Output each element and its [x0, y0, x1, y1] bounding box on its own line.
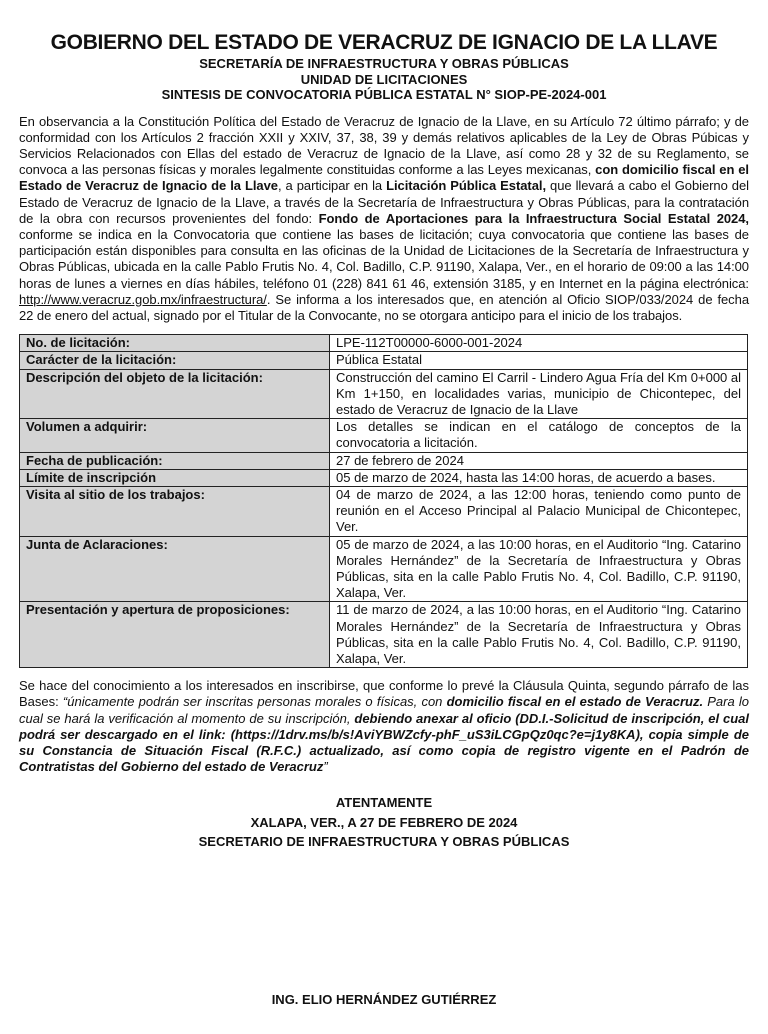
tender-details-table: [19, 334, 748, 668]
intro-text-5: . Se informa a los interesados que, en atención al Oficio SIOP/033/2024 de fecha 22 de enero del actual, signado por el Titular de la Convocante, no se otorgara anticipo para el inicio de los trabajos.: [19, 291, 749, 323]
closing-place-date: XALAPA, VER., A 27 DE FEBRERO DE 2024: [250, 814, 518, 830]
row-value: 27 de febrero de 2024: [330, 452, 748, 469]
unit-title: UNIDAD DE LICITACIONES: [300, 71, 468, 87]
signatory-name: ING. ELIO HERNÁNDEZ GUTIÉRREZ: [271, 992, 497, 1007]
row-value: 11 de marzo de 2024, a las 10:00 horas, en el Auditorio “Ing. Catarino Morales Hernández” de la Secretaría de Infraestructura y Obras Públicas, sita en la calle Pablo Frutis No. 4, Col. Badillo, C.P. 91190, Xalapa, Ver.: [330, 602, 748, 668]
row-value: Construcción del camino El Carril - Lindero Agua Fría del Km 0+000 al Km 1+150, en localidades varias, municipio de Chicontepec, del estado de Veracruz de Ignacio de la Llave: [330, 369, 748, 419]
row-label: Junta de Aclaraciones:: [20, 536, 330, 602]
row-value: 05 de marzo de 2024, hasta las 14:00 horas, de acuerdo a bases.: [330, 469, 748, 486]
closing-block: [19, 793, 749, 852]
intro-bold-tender: Licitación Pública Estatal,: [386, 178, 547, 194]
notice-italic-3: ”: [323, 759, 328, 775]
closing-regards: ATENTAMENTE: [335, 795, 433, 811]
intro-text-1: En observancia a la Constitución Política del Estado de Veracruz de Ignacio de la Llave, en su Artículo 72 último párrafo; y de conformidad con los Artículos 2 fracción XXII y XXIV, 37, 38, 39 y demás relativos aplicables de la Ley de Obras Púbicas y Servicios Relacionados con Ellas del estado de Veracruz de Ignacio de la Llave, así como 28 y 32 de su Reglamento, se convoca a las personas físicas y morales legalmente constituidas conforme a las Leyes mexicanas,: [19, 113, 749, 178]
government-title: GOBIERNO DEL ESTADO DE VERACRUZ DE IGNACIO DE LA LLAVE: [50, 31, 718, 54]
table-row: [20, 536, 748, 602]
table-row: [20, 486, 748, 536]
intro-text-2: , a participar en la: [277, 178, 387, 194]
row-label: Volumen a adquirir:: [20, 419, 330, 452]
notice-text-1: Se hace del conocimiento a los interesados en inscribirse, que conforme lo prevé la Cláusula Quinta, segundo párrafo de las Bases:: [19, 678, 749, 710]
summary-title: SINTESIS DE CONVOCATORIA PÚBLICA ESTATAL N° SIOP-PE-2024-001: [161, 87, 607, 102]
table-row: [20, 335, 748, 352]
closing-position: SECRETARIO DE INFRAESTRUCTURA Y OBRAS PÚBLICAS: [198, 834, 570, 850]
row-label: Presentación y apertura de proposiciones:: [20, 602, 330, 668]
row-value: 05 de marzo de 2024, a las 10:00 horas, en el Auditorio “Ing. Catarino Morales Hernández” de la Secretaría de Infraestructura y Obras Públicas, sita en la calle Pablo Frutis No. 4, Col. Badillo, C.P. 91190, Xalapa, Ver.: [330, 536, 748, 602]
row-label: Fecha de publicación:: [20, 452, 330, 469]
row-label: Visita al sitio de los trabajos:: [20, 486, 330, 536]
row-label: Límite de inscripción: [20, 469, 330, 486]
table-row: [20, 452, 748, 469]
intro-bold-fund: Fondo de Aportaciones para la Infraestructura Social Estatal 2024,: [318, 210, 749, 226]
intro-text-3: que llevará a cabo el Gobierno del Estado de Veracruz de Ignacio de la Llave, a través de la Secretaría de Infraestructura y Obras Públicas, para la contratación de la obra con recursos provenientes del fondo:: [19, 178, 749, 226]
secretariat-title: SECRETARÍA DE INFRAESTRUCTURA Y OBRAS PÚBLICAS: [199, 56, 569, 71]
notice-bold-domicile: domicilio fiscal en el estado de Veracruz.: [446, 694, 704, 710]
row-value: LPE-112T00000-6000-001-2024: [330, 335, 748, 352]
row-label: Carácter de la licitación:: [20, 352, 330, 369]
row-label: Descripción del objeto de la licitación:: [20, 369, 330, 419]
intro-text-4: conforme se indica en la Convocatoria que contiene las bases de licitación; cuya convocatoria que contiene las bases de participación están disponibles para consulta en las oficinas de la Unidad de Licitaciones de la Secretaría de Infraestructura y Obras Públicas, ubicada en la calle Pablo Frutis No. 4, Col. Badillo, C.P. 91190, Xalapa, Ver., en el horario de 09:00 a las 14:00 horas de lunes a viernes en días hábiles, teléfono 01 (228) 841 61 46, extensión 3185, y en Internet en la página electrónica:: [19, 226, 749, 291]
table-row: [20, 419, 748, 452]
infrastructure-link[interactable]: http://www.veracruz.gob.mx/infraestructura/: [19, 291, 267, 307]
table-row: [20, 352, 748, 369]
table-row: [20, 369, 748, 419]
row-value: Los detalles se indican en el catálogo de conceptos de la convocatoria a licitación.: [330, 419, 748, 452]
row-label: No. de licitación:: [20, 335, 330, 352]
table-row: [20, 602, 748, 668]
intro-paragraph: [19, 114, 749, 325]
notice-italic-2: Para lo cual se hará la verificación al momento de su inscripción,: [19, 694, 750, 726]
intro-bold-domicile: con domicilio fiscal en el Estado de Veracruz de Ignacio de la Llave: [19, 162, 749, 194]
row-value: 04 de marzo de 2024, a las 12:00 horas, teniendo como punto de reunión en el Acceso Principal al Palacio Municipal de Chicontepec, Ver.: [330, 486, 748, 536]
row-value: Pública Estatal: [330, 352, 748, 369]
registration-notice: [19, 678, 749, 775]
notice-italic-1: “únicamente podrán ser inscritas personas morales o físicas, con: [62, 694, 447, 710]
table-row: [20, 469, 748, 486]
notice-bold-requirements: debiendo anexar al oficio (DD.I.-Solicitud de inscripción, el cual podrá ser descargado en el link: (https://1drv.ms/b/s!AviYBWZcfy-phF_uS3iLCGpQz0qc?e=j1y8KA), copia simple de su Constancia de Situación Fiscal (R.F.C.) actualizado, así como copia de registro vigente en el Padrón de Contratistas del Gobierno del estado de Veracruz: [19, 710, 749, 775]
